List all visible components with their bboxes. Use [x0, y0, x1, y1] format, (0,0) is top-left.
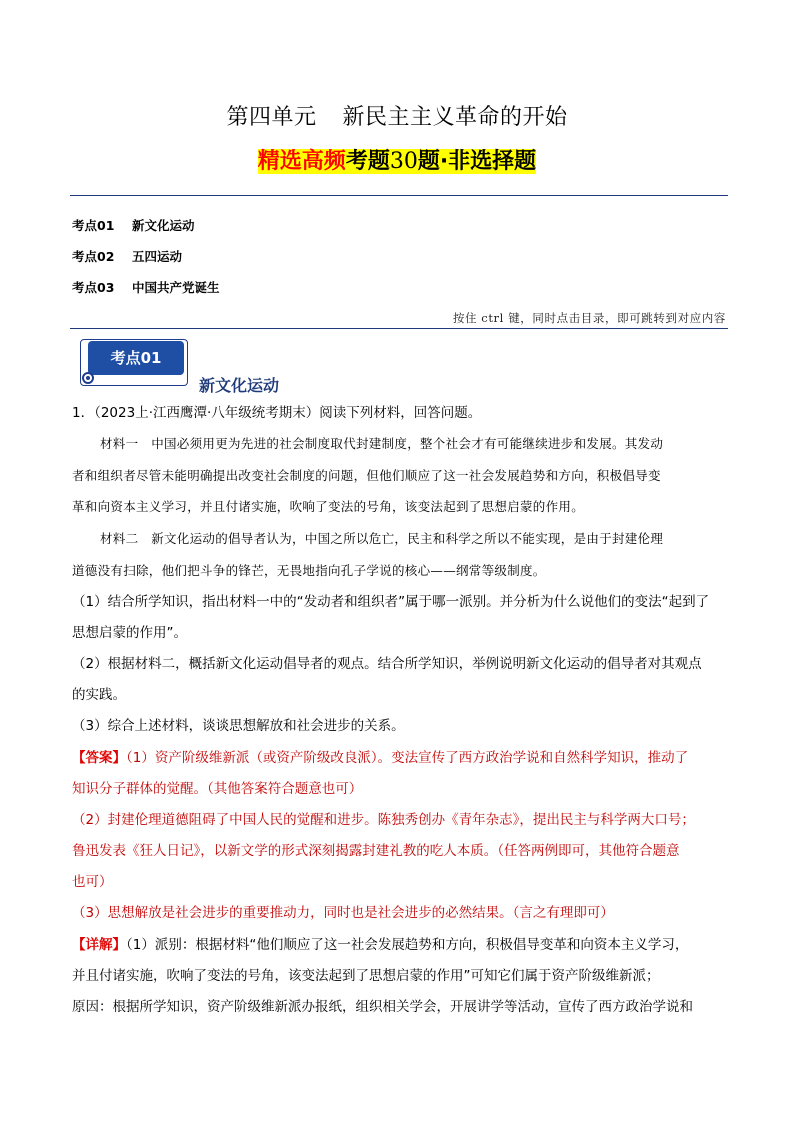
toc-item-2[interactable]: [72, 247, 182, 265]
material-1-line-2: 者和组织者尽管未能明确提出改变社会制度的问题，但他们顺应了这一社会发展趋势和方向，积极倡导变: [72, 468, 661, 483]
unit-number: 第四单元: [226, 105, 317, 130]
sub-question-3: （3）综合上述材料，谈谈思想解放和社会进步的关系。: [72, 718, 405, 734]
unit-title: 新民主主义革命的开始: [342, 105, 568, 130]
unit-heading: [0, 100, 794, 131]
answer-1-line-2: 知识分子群体的觉醒。（其他答案符合题意也可）: [72, 781, 363, 797]
question-1-stem: 1．（2023上·江西鹰潭·八年级统考期末）阅读下列材料，回答问题。: [72, 405, 482, 421]
badge-dot-icon: [82, 372, 94, 384]
answer-2-line-1: （2）封建伦理道德阻碍了中国人民的觉醒和进步。陈独秀创办《青年杂志》，提出民主与科学两大口号；: [72, 812, 695, 828]
answer-2-line-2: 鲁迅发表《狂人日记》，以新文学的形式深刻揭露封建礼教的吃人本质。（任答两例即可，其他符合题意: [72, 843, 680, 859]
detail-line-1: [72, 937, 732, 953]
detail-tag: 【详解】: [72, 937, 126, 953]
toc-label: 五四运动: [132, 249, 183, 264]
detail-line-3: 原因：根据所学知识，资产阶级维新派办报纸，组织相关学会，开展讲学等活动，宣传了西方政治学说和: [72, 999, 693, 1015]
toc-number: 考点03: [72, 280, 115, 295]
sub-question-1-line-1: （1）结合所学知识，指出材料一中的“发动者和组织者”属于哪一派别。并分析为什么说他们的变法“起到了: [72, 594, 710, 610]
sub-question-2-line-2: 的实践。: [72, 687, 126, 703]
answer-2-line-3: 也可）: [72, 874, 113, 890]
toc-item-1[interactable]: [72, 216, 195, 234]
answer-text: （1）资产阶级维新派（或资产阶级改良派）。变法宣传了西方政治学说和自然科学知识，推动了: [126, 750, 689, 766]
subtitle-count: 30: [389, 149, 418, 174]
detail-line-2: 并且付诸实施，吹响了变法的号角，该变法起到了思想启蒙的作用”可知它们属于资产阶级维新派；: [72, 968, 660, 984]
section-title: 新文化运动: [199, 376, 280, 395]
sub-question-2-line-1: （2）根据材料二，概括新文化运动倡导者的观点。结合所学知识，举例说明新文化运动的倡导者对其观点: [72, 656, 702, 672]
toc-label: 新文化运动: [132, 218, 195, 233]
material-1-line-3: 革和向资本主义学习，并且付诸实施，吹响了变法的号角，该变法起到了思想启蒙的作用。: [72, 499, 585, 514]
answer-3: （3）思想解放是社会进步的重要推动力，同时也是社会进步的必然结果。（言之有理即可）: [72, 905, 614, 921]
material-2-line-1: 材料二 新文化运动的倡导者认为，中国之所以危亡，民主和科学之所以不能实现，是由于封建伦理: [100, 531, 664, 546]
toc-number: 考点01: [72, 218, 115, 233]
top-divider: [70, 195, 728, 196]
toc-divider: [70, 328, 728, 329]
subtitle-banner: [0, 144, 794, 175]
material-2-line-2: 道德没有扫除，他们把斗争的锋芒，无畏地指向孔子学说的核心——纲常等级制度。: [72, 563, 546, 578]
toc-number: 考点02: [72, 249, 115, 264]
toc-item-3[interactable]: [72, 278, 220, 296]
toc-label: 中国共产党诞生: [132, 280, 220, 295]
navigation-hint: 按住 ctrl 键，同时点击目录，即可跳转到对应内容: [452, 311, 726, 325]
subtitle-highlight: 精选高频: [257, 149, 346, 174]
material-1-line-1: 材料一 中国必须用更为先进的社会制度取代封建制度，整个社会才有可能继续进步和发展。其发动: [100, 436, 664, 451]
detail-text: （1）派别：根据材料“他们顺应了这一社会发展趋势和方向，积极倡导变革和向资本主义学习，: [126, 937, 689, 953]
answer-1-line-1: [72, 750, 732, 766]
section-badge: 考点01: [88, 341, 184, 375]
sub-question-1-line-2: 思想启蒙的作用”。: [72, 625, 187, 641]
answer-tag: 【答案】: [72, 750, 126, 766]
subtitle-type: 题·非选择题: [417, 149, 537, 174]
subtitle-kaoti: 考题: [345, 149, 390, 174]
